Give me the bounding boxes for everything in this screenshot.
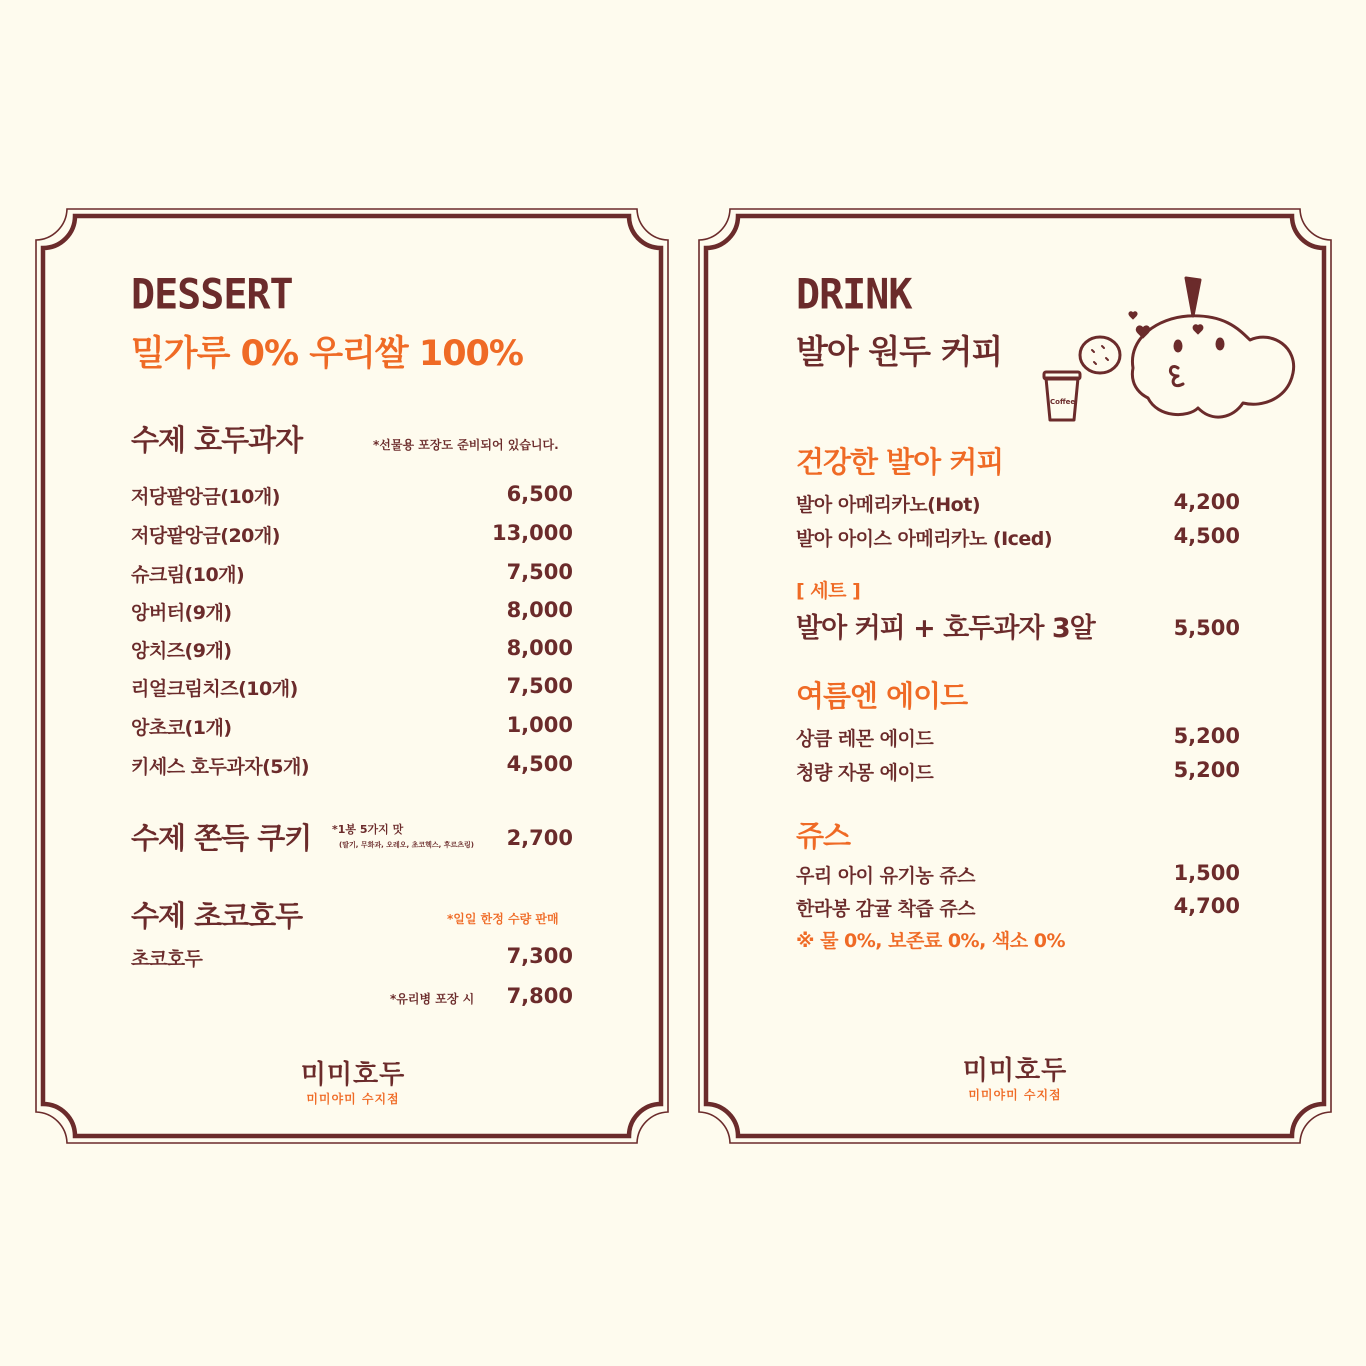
menu-item-price: 4,200 [1173, 490, 1240, 514]
menu-item-price: 7,500 [506, 674, 573, 698]
dessert-subtitle: 밀가루 0% 우리쌀 100% [131, 334, 523, 374]
glass-jar-note: *유리병 포장 시 [390, 992, 475, 1006]
menu-item-name: 리얼크림치즈(10개) [131, 678, 298, 700]
choco-walnut-heading: 수제 초코호두 [131, 899, 303, 933]
menu-item-price: 7,300 [506, 944, 573, 968]
juice-heading: 쥬스 [796, 819, 851, 853]
set-price: 5,500 [1173, 616, 1240, 640]
menu-item-name: 앙버터(9개) [131, 602, 232, 624]
menu-item-name: 발아 아메리카노(Hot) [796, 494, 980, 516]
cookie-price: 2,700 [506, 826, 573, 850]
dessert-title: DESSERT [131, 270, 293, 320]
menu-item-price: 8,000 [506, 636, 573, 660]
menu-item-name: 저당팥앙금(10개) [131, 486, 280, 508]
menu-item-price: 1,500 [1173, 861, 1240, 885]
menu-item-name: 앙치즈(9개) [131, 640, 232, 662]
no-additives-note: ※ 물 0%, 보존료 0%, 색소 0% [796, 930, 1065, 952]
walnut-mascot-illustration [1038, 258, 1308, 438]
drink-title: DRINK [796, 270, 912, 320]
daily-limited-note: *일일 한정 수량 판매 [447, 912, 559, 926]
menu-item-name: 키세스 호두과자(5개) [131, 756, 310, 778]
menu-item-price: 5,200 [1173, 758, 1240, 782]
drink-menu-panel [698, 208, 1332, 1144]
menu-item-name: 발아 아이스 아메리카노 (Iced) [796, 528, 1053, 550]
ade-heading: 여름엔 에이드 [796, 679, 968, 713]
menu-item-name: 저당팥앙금(20개) [131, 525, 280, 547]
menu-item-price: 4,500 [1173, 524, 1240, 548]
menu-item-name: 앙초코(1개) [131, 717, 232, 739]
brand-branch: 미미야미 수지점 [968, 1088, 1062, 1102]
menu-item-price: 13,000 [491, 521, 573, 545]
menu-item-name: 슈크림(10개) [131, 564, 245, 586]
cookie-note: *1봉 5가지 맛 [332, 823, 404, 836]
menu-item-name: 초코호두 [131, 948, 203, 970]
cookie-heading: 수제 쫀득 쿠키 [131, 821, 312, 855]
menu-item-name: 한라봉 감귤 착즙 쥬스 [796, 898, 976, 920]
menu-item-price: 8,000 [506, 598, 573, 622]
menu-item-price: 7,500 [506, 560, 573, 584]
glass-jar-price: 7,800 [506, 984, 573, 1008]
menu-item-price: 6,500 [506, 482, 573, 506]
menu-item-name: 우리 아이 유기농 쥬스 [796, 865, 976, 887]
menu-item-price: 4,500 [506, 752, 573, 776]
brand-branch: 미미야미 수지점 [306, 1092, 400, 1106]
brand-logo: 미미호두 [300, 1060, 406, 1090]
set-name: 발아 커피 + 호두과자 3알 [796, 613, 1095, 644]
brand-logo: 미미호두 [962, 1056, 1068, 1086]
menu-item-name: 청량 자몽 에이드 [796, 762, 934, 784]
dessert-menu-panel [35, 208, 669, 1144]
walnut-gift-note: *선물용 포장도 준비되어 있습니다. [373, 438, 559, 452]
set-tag: [ 세트 ] [796, 580, 861, 602]
drink-subtitle: 발아 원두 커피 [796, 332, 1003, 371]
menu-item-price: 5,200 [1173, 724, 1240, 748]
menu-item-name: 상큼 레몬 에이드 [796, 728, 934, 750]
menu-item-price: 1,000 [506, 713, 573, 737]
cookie-flavors-note: (딸기, 무화과, 오레오, 초코헥스, 후르츠링) [339, 841, 474, 849]
coffee-cup-label: Coffee [1050, 398, 1076, 406]
menu-item-price: 4,700 [1173, 894, 1240, 918]
healthy-coffee-heading: 건강한 발아 커피 [796, 445, 1004, 479]
walnut-cake-heading: 수제 호두과자 [131, 423, 303, 457]
